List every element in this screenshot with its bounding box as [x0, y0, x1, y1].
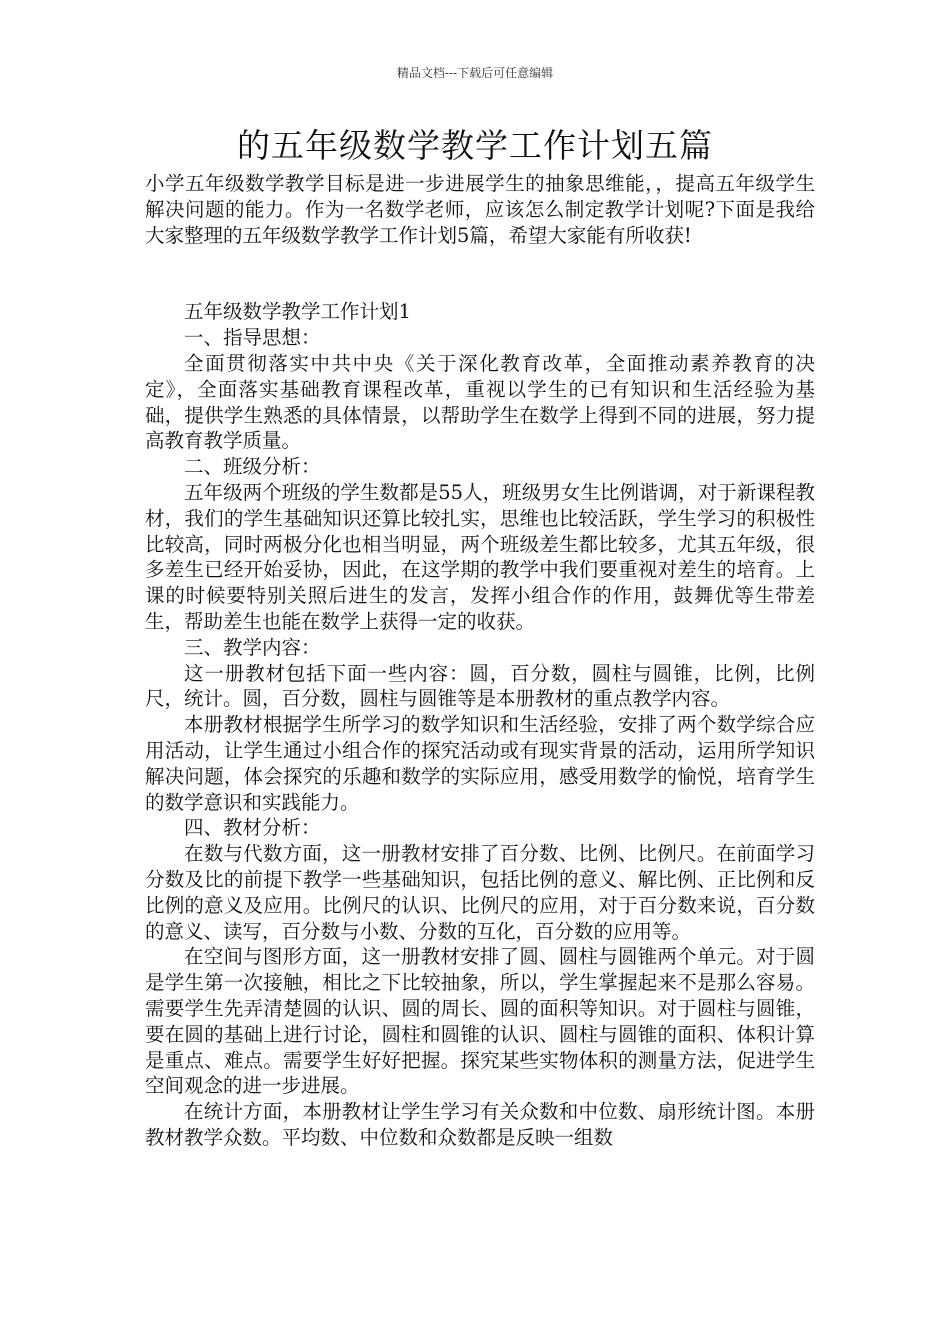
paragraph-numbers-algebra: 在数与代数方面，这一册教材安排了百分数、比例、比例尺。在前面学习分数及比的前提下教学一些基础知识，包括比例的意义、解比例、正比例和反比例的意义及应用。比例尺的认识、比例尺的应用，对于百分数来说，百分数的意义、读写，百分数与小数、分数的互化，百分数的应用等。	[145, 842, 815, 943]
paragraph-guiding-ideology: 全面贯彻落实中共中央《关于深化教育改革，全面推动素养教育的决定》，全面落实基础教育课程改革，重视以学生的已有知识和生活经验为基础，提供学生熟悉的具体情景，以帮助学生在数学上得到不同的进展，努力提高教育教学质量。	[145, 351, 815, 453]
paragraph-teaching-content-1: 这一册教材包括下面一些内容：圆，百分数，圆柱与圆锥，比例，比例尺，统计。圆，百分数，圆柱与圆锥等是本册教材的重点教学内容。	[145, 661, 815, 711]
section-heading-teaching-content: 三、教学内容：	[184, 635, 321, 659]
intro-paragraph: 小学五年级数学教学目标是进一步进展学生的抽象思维能，，提高五年级学生解决问题的能力。作为一名数学老师，应该怎么制定教学计划呢?下面是我给大家整理的五年级数学教学工作计划5篇，希望大家能有所收获!	[145, 172, 815, 247]
document-title: 的五年级数学教学工作计划五篇	[237, 126, 713, 165]
section-heading-textbook-analysis: 四、教材分析：	[184, 816, 321, 840]
section-heading-guiding-ideology: 一、指导思想：	[184, 326, 321, 350]
paragraph-teaching-content-2: 本册教材根据学生所学习的数学知识和生活经验，安排了两个数学综合应用活动，让学生通过小组合作的探究活动或有现实背景的活动，运用所学知识解决问题，体会探究的乐趣和数学的实际应用，感受用数学的愉悦，培育学生的数学意识和实践能力。	[145, 713, 815, 814]
paragraph-space-geometry: 在空间与图形方面，这一册教材安排了圆、圆柱与圆锥两个单元。对于圆是学生第一次接触，相比之下比较抽象，所以，学生掌握起来不是那么容易。需要学生先弄清楚圆的认识、圆的周长、圆的面积等知识。对于圆柱与圆锥，要在圆的基础上进行讨论，圆柱和圆锥的认识、圆柱与圆锥的面积、体积计算是重点、难点。需要学生好好把握。探究某些实物体积的测量方法，促进学生空间观念的进一步进展。	[145, 945, 815, 1098]
section-heading-class-analysis: 二、班级分析：	[184, 455, 321, 479]
paragraph-statistics: 在统计方面，本册教材让学生学习有关众数和中位数、扇形统计图。本册教材教学众数。平均数、中位数和众数都是反映一组数	[145, 1100, 815, 1149]
paragraph-class-analysis: 五年级两个班级的学生数都是55人，班级男女生比例谐调，对于新课程教材，我们的学生基础知识还算比较扎实，思维也比较活跃，学生学习的积极性比较高，同时两极分化也相当明显，两个班级差生都比较多，尤其五年级，很多差生已经开始妥协，因此，在这学期的教学中我们要重视对差生的培育。上课的时候要特别关照后进生的发言，发挥小组合作的作用，鼓舞优等生带差生，帮助差生也能在数学上获得一定的收获。	[145, 480, 815, 633]
document-body	[145, 171, 815, 1151]
section-heading-plan-1: 五年级数学教学工作计划1	[184, 300, 411, 324]
page-header-note: 精品文档---下载后可任意编辑	[396, 66, 554, 80]
